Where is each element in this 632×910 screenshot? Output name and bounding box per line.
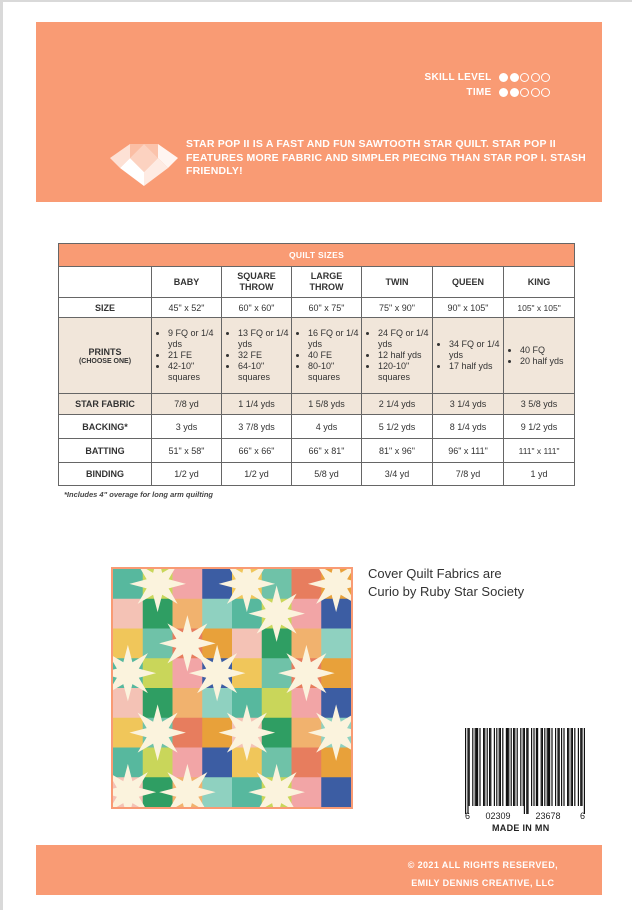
barcode-bar (483, 728, 484, 806)
quilt-block (232, 629, 262, 659)
column-header: LARGE THROW (292, 267, 362, 298)
prints-list (292, 328, 361, 383)
table-row (59, 463, 575, 486)
barcode-bar (537, 728, 538, 806)
filled-dot-icon (499, 73, 508, 82)
header-banner (36, 22, 602, 202)
barcode-bar (561, 728, 562, 806)
row-label-star-fabric: STAR FABRIC (59, 394, 152, 415)
barcode-bar (523, 728, 524, 806)
barcode-bar (551, 728, 552, 806)
barcode-bar (472, 728, 473, 806)
made-in-label: MADE IN MN (492, 823, 550, 833)
copyright-line-1: © 2021 ALL RIGHTS RESERVED, (407, 860, 558, 870)
row-label-backing: BACKING* (59, 415, 152, 439)
list-item: • 16 FQ or 1/4 yds (308, 328, 361, 350)
barcode-bar (500, 728, 501, 806)
barcode-bar (563, 728, 564, 806)
difficulty-levels (424, 70, 550, 100)
table-cell: 7/8 yd (152, 394, 222, 415)
barcode-bar (499, 728, 500, 806)
barcode-bar (494, 728, 495, 806)
quilt-star (219, 704, 276, 761)
empty-dot-icon (520, 88, 529, 97)
backing-footnote: *Includes 4" overage for long arm quilting (64, 490, 213, 499)
barcode-bar (514, 728, 515, 806)
barcode-bar (571, 728, 572, 806)
empty-dot-icon (531, 73, 540, 82)
list-item: • 120-10" squares (378, 361, 432, 383)
barcode-bar (502, 728, 503, 806)
table-title-row (59, 244, 575, 267)
barcode-bar (484, 728, 485, 806)
row-label-prints (59, 318, 152, 394)
table-cell: 1 yd (504, 463, 575, 486)
prints-sub-label: (CHOOSE ONE) (78, 357, 132, 365)
table-title: QUILT SIZES (59, 244, 575, 267)
skill-level-label: SKILL LEVEL (424, 72, 492, 83)
table-cell: 105" x 105" (504, 298, 575, 318)
table-cell: 3 7/8 yds (222, 415, 292, 439)
barcode-bar (524, 728, 525, 814)
column-header: TWIN (362, 267, 433, 298)
table-cell: 3 1/4 yds (433, 394, 504, 415)
barcode-bar (465, 728, 466, 814)
footer-banner (36, 845, 602, 895)
list-item: • 64-10" squares (238, 361, 291, 383)
header-empty-cell (59, 267, 152, 298)
quilt-block (202, 599, 232, 629)
barcode-bar (507, 728, 508, 806)
barcode-bar (581, 728, 582, 806)
table-cell (362, 318, 433, 394)
barcode-bar (549, 728, 550, 806)
empty-dot-icon (541, 88, 550, 97)
list-item: • 21 FE (168, 350, 221, 361)
table-header-row (59, 267, 575, 298)
barcode-bar (568, 728, 569, 806)
table-cell: 81" x 96" (362, 439, 433, 463)
filled-dot-icon (499, 88, 508, 97)
quilt-block (202, 748, 232, 778)
table-cell: 1 1/4 yds (222, 394, 292, 415)
list-item: • 13 FQ or 1/4 yds (238, 328, 291, 350)
barcode-bar (580, 728, 581, 806)
barcode-bar (574, 728, 575, 806)
column-header: BABY (152, 267, 222, 298)
list-item: • 32 FE (238, 350, 291, 361)
row-label-batting: BATTING (59, 439, 152, 463)
barcode-bar (526, 728, 527, 814)
list-item: • 40 FE (308, 350, 361, 361)
time-row (424, 85, 550, 100)
table-cell: 75" x 90" (362, 298, 433, 318)
pattern-description: STAR POP II IS A FAST AND FUN SAWTOOTH STAR QUILT. STAR POP II FEATURES MORE FABRIC AND SIMPLER PIECING THAN STAR POP I. STASH FRIENDLY! (186, 138, 586, 177)
table-cell (222, 318, 292, 394)
table-cell: 3 5/8 yds (504, 394, 575, 415)
barcode-bar (555, 728, 556, 806)
page-edge (0, 0, 3, 910)
cover-quilt-image (111, 567, 353, 809)
column-header: QUEEN (433, 267, 504, 298)
barcode-bar (496, 728, 497, 806)
table-cell: 1/2 yd (152, 463, 222, 486)
prints-list (222, 328, 291, 383)
table-cell: 66" x 66" (222, 439, 292, 463)
table-cell: 1 5/8 yds (292, 394, 362, 415)
list-item: • 9 FQ or 1/4 yds (168, 328, 221, 350)
filled-dot-icon (510, 88, 519, 97)
barcode-bar (511, 728, 512, 806)
prints-list (152, 328, 221, 383)
quilt-star (248, 585, 305, 642)
list-item: • 34 FQ or 1/4 yds (449, 339, 503, 361)
barcode-bar (578, 728, 579, 806)
barcode-bar (542, 728, 543, 806)
barcode-bar (517, 728, 518, 806)
barcode-digits-group-2: 23678 (535, 811, 561, 820)
table-cell (504, 318, 575, 394)
barcode-bar (541, 728, 542, 806)
barcode-bar (508, 728, 509, 806)
barcode-icon (462, 728, 585, 820)
table-cell (292, 318, 362, 394)
barcode-bar (584, 728, 585, 814)
list-item: • 20 half yds (520, 356, 574, 367)
prints-list (504, 345, 574, 367)
table-cell: 4 yds (292, 415, 362, 439)
list-item: • 12 half yds (378, 350, 432, 361)
list-item: • 40 FQ (520, 345, 574, 356)
heart-logo-icon (110, 134, 178, 186)
quilt-sizes-table (58, 243, 575, 486)
table-cell: 96" x 111" (433, 439, 504, 463)
copyright-block (408, 856, 558, 892)
row-label-binding: BINDING (59, 463, 152, 486)
barcode-bar (544, 728, 545, 806)
table-cell: 2 1/4 yds (362, 394, 433, 415)
barcode-bar (479, 728, 480, 806)
quilt-block (173, 688, 203, 718)
table-cell: 51" x 58" (152, 439, 222, 463)
barcode-bar (536, 728, 537, 806)
barcode-bar (467, 728, 468, 814)
barcode-bar (475, 728, 476, 806)
quilt-star (278, 645, 335, 702)
row-label-size: SIZE (59, 298, 152, 318)
quilt-star (129, 704, 186, 761)
table-cell: 60" x 60" (222, 298, 292, 318)
empty-dot-icon (520, 73, 529, 82)
table-cell (433, 318, 504, 394)
barcode-bar (533, 728, 534, 806)
table-cell: 9 1/2 yds (504, 415, 575, 439)
empty-dot-icon (531, 88, 540, 97)
time-dots (498, 84, 551, 102)
barcode-bar (567, 728, 568, 806)
table-row (59, 415, 575, 439)
list-item: • 80-10" squares (308, 361, 361, 383)
prints-list (362, 328, 432, 383)
barcode-digit-left: 6 (465, 811, 471, 820)
column-header: SQUARE THROW (222, 267, 292, 298)
table-cell: 8 1/4 yds (433, 415, 504, 439)
barcode-bar (490, 728, 491, 806)
table-row (59, 439, 575, 463)
table-cell (152, 318, 222, 394)
list-item: • 42-10" squares (168, 361, 221, 383)
barcode-bar (572, 728, 573, 806)
quilt-star (189, 645, 246, 702)
table-cell: 45" x 52" (152, 298, 222, 318)
table-cell: 111" x 111" (504, 439, 575, 463)
table-row (59, 318, 575, 394)
table-row (59, 394, 575, 415)
barcode-bar (477, 728, 478, 806)
table-cell: 7/8 yd (433, 463, 504, 486)
quilt-block (113, 599, 143, 629)
quilt-illustration (113, 569, 351, 807)
barcode-bar (476, 728, 477, 806)
list-item: • 24 FQ or 1/4 yds (378, 328, 432, 350)
barcode-bar (547, 728, 548, 806)
table-cell: 60" x 75" (292, 298, 362, 318)
barcode-bar (557, 728, 558, 806)
barcode-bar (513, 728, 514, 806)
barcode-bar (469, 728, 470, 806)
barcode-bar (531, 728, 532, 806)
table-cell: 3 yds (152, 415, 222, 439)
barcode-digit-right: 6 (580, 811, 585, 820)
table-cell: 66" x 81" (292, 439, 362, 463)
quilt-block (292, 748, 322, 778)
cover-quilt-fabrics-text: Cover Quilt Fabrics are Curio by Ruby Star Society (368, 566, 525, 599)
barcode-bar (559, 728, 560, 806)
barcode-bar (487, 728, 488, 806)
barcode-bar (506, 728, 507, 806)
table-row (59, 298, 575, 318)
empty-dot-icon (541, 73, 550, 82)
copyright-line-2: EMILY DENNIS CREATIVE, LLC (411, 878, 555, 888)
barcode-bar (520, 728, 521, 806)
barcode-bar (527, 728, 528, 814)
barcode-bar (548, 728, 549, 806)
filled-dot-icon (510, 73, 519, 82)
prints-label: PRINTS (88, 346, 122, 357)
barcode-digits-group-1: 02309 (485, 811, 511, 820)
quilt-block (262, 688, 292, 718)
table-cell: 3/4 yd (362, 463, 433, 486)
table-cell: 90" x 105" (433, 298, 504, 318)
time-label: TIME (466, 87, 492, 98)
table-cell: 5/8 yd (292, 463, 362, 486)
barcode-bar (489, 728, 490, 806)
table-cell: 1/2 yd (222, 463, 292, 486)
prints-list (433, 339, 503, 372)
list-item: • 17 half yds (449, 361, 503, 372)
table-cell: 5 1/2 yds (362, 415, 433, 439)
column-header: KING (504, 267, 575, 298)
quilt-block (321, 777, 351, 807)
